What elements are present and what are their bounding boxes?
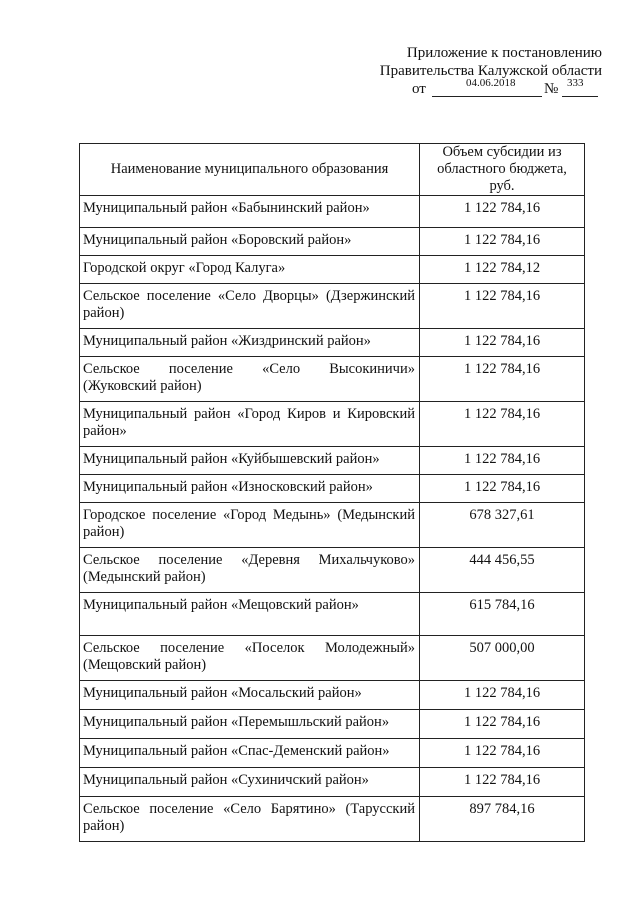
table-row [80,681,585,710]
row-name: Муниципальный район «Куйбышевский район» [80,447,420,475]
row-name: Сельское поселение «Село Дворцы» (Дзержинский район) [80,284,420,329]
row-amount: 1 122 784,16 [420,228,585,256]
row-name: Сельское поселение «Село Высокиничи» (Жуковский район) [80,357,420,402]
row-name: Муниципальный район «Спас-Деменский район» [80,739,420,768]
table-header-row [80,144,585,196]
row-amount: 1 122 784,16 [420,402,585,447]
row-amount: 678 327,61 [420,503,585,548]
date-underline [432,96,542,97]
row-amount: 615 784,16 [420,593,585,636]
row-amount: 1 122 784,16 [420,710,585,739]
table-row [80,447,585,475]
table-row [80,475,585,503]
row-amount: 1 122 784,16 [420,768,585,797]
row-amount: 444 456,55 [420,548,585,593]
row-amount: 1 122 784,12 [420,256,585,284]
row-name: Городской округ «Город Калуга» [80,256,420,284]
table-row [80,710,585,739]
table-row [80,402,585,447]
row-name: Сельское поселение «Поселок Молодежный» (Мещовский район) [80,636,420,681]
date-number-line [412,77,602,100]
number-underline [562,96,598,97]
table-row [80,739,585,768]
row-name: Муниципальный район «Износковский район» [80,475,420,503]
row-amount: 1 122 784,16 [420,447,585,475]
row-name: Муниципальный район «Мосальский район» [80,681,420,710]
row-name: Муниципальный район «Перемышльский район» [80,710,420,739]
from-prefix: от [412,81,426,97]
row-amount: 1 122 784,16 [420,329,585,357]
row-amount: 1 122 784,16 [420,681,585,710]
column-header-name: Наименование муниципального образования [80,144,420,196]
table-row [80,636,585,681]
decree-number: 333 [567,77,584,89]
row-name: Городское поселение «Город Медынь» (Медынский район) [80,503,420,548]
header-line-1: Приложение к постановлению [406,45,602,61]
table-row [80,196,585,228]
table-row [80,593,585,636]
row-name: Муниципальный район «Город Киров и Кировский район» [80,402,420,447]
row-amount: 897 784,16 [420,797,585,842]
row-name: Муниципальный район «Жиздринский район» [80,329,420,357]
row-amount: 1 122 784,16 [420,739,585,768]
row-name: Муниципальный район «Мещовский район» [80,593,420,636]
table-row [80,797,585,842]
table-row [80,503,585,548]
row-name: Муниципальный район «Бабынинский район» [80,196,420,228]
row-name: Сельское поселение «Деревня Михальчуково» (Медынский район) [80,548,420,593]
header-line-2: Правительства Калужской области [379,63,602,79]
row-amount: 1 122 784,16 [420,284,585,329]
row-name: Муниципальный район «Боровский район» [80,228,420,256]
table-row [80,357,585,402]
row-amount: 507 000,00 [420,636,585,681]
document-header [380,44,602,105]
number-label: № [544,81,559,97]
subsidy-table [79,143,585,842]
column-header-amount: Объем субсидии из областного бюджета, руб. [420,144,585,196]
table-row [80,548,585,593]
row-amount: 1 122 784,16 [420,357,585,402]
table-row [80,256,585,284]
row-name: Сельское поселение «Село Барятино» (Тарусский район) [80,797,420,842]
table-row [80,228,585,256]
decree-date: 04.06.2018 [466,77,516,89]
row-name: Муниципальный район «Сухиничский район» [80,768,420,797]
table-row [80,768,585,797]
row-amount: 1 122 784,16 [420,196,585,228]
table-row [80,284,585,329]
row-amount: 1 122 784,16 [420,475,585,503]
table-row [80,329,585,357]
